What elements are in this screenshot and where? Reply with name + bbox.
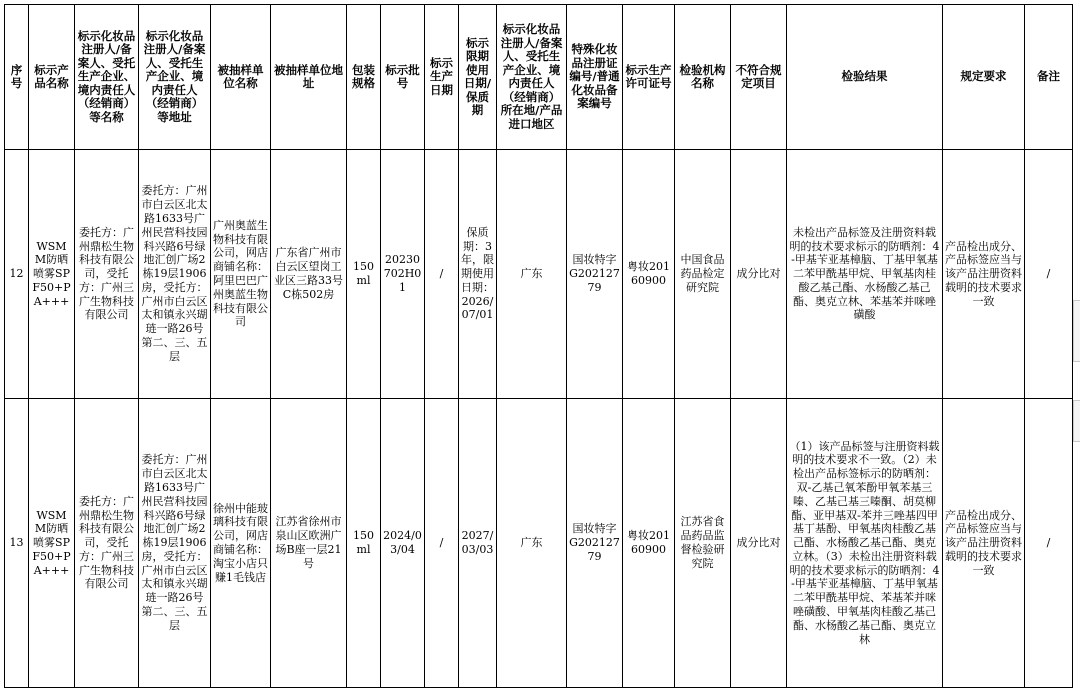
cell-result: （1）该产品标签与注册资料载明的技术要求不一致。（2）未检出产品标签标示的防晒剂：双-乙基己氧苯酚甲氧苯基三嗪、乙基己基三嗪酮、胡莫柳酯、亚甲基双-苯并三唑基四甲基丁基酚、甲氧基肉桂酸乙基己酯、水杨酸乙基己酯、奥克立林。（3）未检出注册资料载明的技术要求标示的防晒剂：4-甲基苄亚基樟脑、丁基甲氧基二苯甲酰基甲烷、苯基苯并咪唑磺酸、甲氧基肉桂酸乙基己酯、水杨酸乙基己酯、奥克立林 <box>787 399 943 688</box>
cell-result: 未检出产品标签及注册资料载明的技术要求标示的防晒剂：4-甲基苄亚基樟脑、丁基甲氧基二苯甲酰基甲烷、甲氧基肉桂酸乙基己酯、水杨酸乙基己酯、奥克立林、苯基苯并咪唑磺酸 <box>787 150 943 399</box>
cell-prod-date: / <box>425 399 459 688</box>
header-cell-sampled-address: 被抽样单位地址 <box>271 5 347 150</box>
header-cell-lab: 检验机构名称 <box>675 5 731 150</box>
cell-sampled-unit: 徐州中能玻璃科技有限公司，网店商铺名称：淘宝小店只赚1毛钱店 <box>211 399 271 688</box>
cell-product: WSMM防晒喷雾SPF50+PA+++ <box>29 399 75 688</box>
cell-spec: 150ml <box>347 150 381 399</box>
header-cell-batch: 标示批号 <box>381 5 425 150</box>
cell-reg-no: 国妆特字G20212779 <box>567 150 623 399</box>
cell-company: 委托方：广州鼎松生物科技有限公司，受托方：广州三广生物科技有限公司 <box>75 150 139 399</box>
table-header-row <box>5 5 1073 150</box>
cell-remark: / <box>1025 399 1073 688</box>
cell-remark: / <box>1025 150 1073 399</box>
cell-sampled-unit: 广州奥蓝生物科技有限公司，网店商铺名称：阿里巴巴广州奥蓝生物科技有限公司 <box>211 150 271 399</box>
cell-license: 粤妆20160900 <box>623 150 675 399</box>
cell-address: 委托方：广州市白云区北太路1633号广州民营科技园科兴路6号绿地汇创广场2栋19层1906房，受托方：广州市白云区太和镇永兴瑚琏一路26号第二、三、五层 <box>139 150 211 399</box>
cell-reg-no: 国妆特字G20212779 <box>567 399 623 688</box>
cell-license: 粤妆20160900 <box>623 399 675 688</box>
header-cell-region: 标示化妆品注册人/备案人、受托生产企业、境内责任人（经销商）所在地/产品进口地区 <box>497 5 567 150</box>
header-cell-expiry: 标示限期使用日期/保质期 <box>459 5 497 150</box>
cell-region: 广东 <box>497 150 567 399</box>
inspection-results-table <box>4 4 1073 688</box>
cell-no: 12 <box>5 150 29 399</box>
side-scroll-tab[interactable] <box>1073 300 1080 362</box>
cell-expiry: 2027/03/03 <box>459 399 497 688</box>
header-cell-requirement: 规定要求 <box>943 5 1025 150</box>
header-cell-sampled-unit: 被抽样单位名称 <box>211 5 271 150</box>
table-row <box>5 150 1073 399</box>
cell-requirement: 产品检出成分、产品标签应当与该产品注册资料载明的技术要求一致 <box>943 399 1025 688</box>
cell-address: 委托方：广州市白云区北太路1633号广州民营科技园科兴路6号绿地汇创广场2栋19层1906房，受托方：广州市白云区太和镇永兴瑚琏一路26号第二、三、五层 <box>139 399 211 688</box>
header-cell-result: 检验结果 <box>787 5 943 150</box>
table-row <box>5 399 1073 688</box>
cell-batch: 2024/03/04 <box>381 399 425 688</box>
cell-lab: 江苏省食品药品监督检验研究院 <box>675 399 731 688</box>
cell-company: 委托方：广州鼎松生物科技有限公司，受托方：广州三广生物科技有限公司 <box>75 399 139 688</box>
cell-batch: 20230702H01 <box>381 150 425 399</box>
cell-spec: 150ml <box>347 399 381 688</box>
cell-sampled-address: 广东省广州市白云区望岗工业区三路33号C栋502房 <box>271 150 347 399</box>
header-cell-reg-no: 特殊化妆品注册证编号/普通化妆品备案编号 <box>567 5 623 150</box>
header-cell-prod-date: 标示生产日期 <box>425 5 459 150</box>
cell-prod-date: / <box>425 150 459 399</box>
header-cell-failed-item: 不符合规定项目 <box>731 5 787 150</box>
cell-lab: 中国食品药品检定研究院 <box>675 150 731 399</box>
cell-requirement: 产品检出成分、产品标签应当与该产品注册资料载明的技术要求一致 <box>943 150 1025 399</box>
cell-failed-item: 成分比对 <box>731 399 787 688</box>
cell-sampled-address: 江苏省徐州市泉山区欧洲广场B座一层21号 <box>271 399 347 688</box>
cell-product: WSMM防晒喷雾SPF50+PA+++ <box>29 150 75 399</box>
header-cell-company: 标示化妆品注册人/备案人、受托生产企业、境内责任人（经销商）等名称 <box>75 5 139 150</box>
cell-region: 广东 <box>497 399 567 688</box>
header-cell-product: 标示产品名称 <box>29 5 75 150</box>
header-cell-license: 标示生产许可证号 <box>623 5 675 150</box>
cell-no: 13 <box>5 399 29 688</box>
header-cell-spec: 包装规格 <box>347 5 381 150</box>
cell-failed-item: 成分比对 <box>731 150 787 399</box>
side-scroll-tab-lower[interactable] <box>1073 400 1080 442</box>
header-cell-remark: 备注 <box>1025 5 1073 150</box>
header-cell-no: 序号 <box>5 5 29 150</box>
header-cell-address: 标示化妆品注册人/备案人、受托生产企业、境内责任人（经销商）等地址 <box>139 5 211 150</box>
cell-expiry: 保质期：3年，限期使用日期：2026/07/01 <box>459 150 497 399</box>
